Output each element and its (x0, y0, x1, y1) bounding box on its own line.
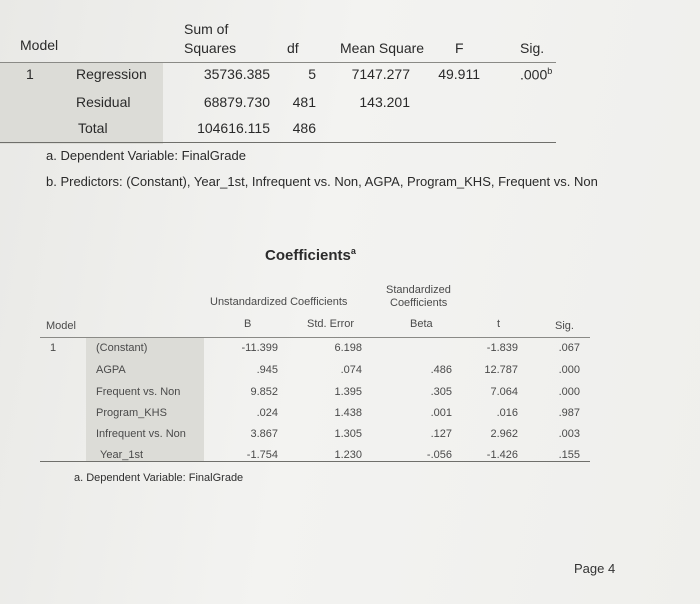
page-number: Page 4 (574, 561, 616, 576)
coef-cell-beta: .127 (430, 428, 452, 440)
coef-cell-sig: .003 (558, 428, 580, 440)
anova-bottom-rule (0, 142, 556, 143)
coef-cell-se: 1.230 (334, 449, 362, 461)
coef-cell-t: 7.064 (490, 386, 518, 398)
coef-cell-b: -11.399 (241, 342, 278, 354)
anova-header-f: F (455, 40, 464, 56)
coef-cell-t: -1.839 (486, 342, 518, 354)
coef-cell-sig: .000 (558, 386, 580, 398)
anova-header-ss-1: Sum of (184, 21, 229, 37)
coef-model-number: 1 (50, 342, 57, 354)
anova-header-mean-square: Mean Square (340, 40, 425, 56)
anova-header-rule (0, 62, 556, 63)
coef-cell-sig: .000 (558, 364, 580, 376)
coef-row-label: Infrequent vs. Non (96, 428, 186, 440)
coef-header-beta: Beta (410, 318, 433, 330)
coef-cell-t: -1.426 (486, 449, 518, 461)
coef-row-label: AGPA (96, 364, 126, 376)
anova-header-model: Model (20, 37, 59, 53)
coef-cell-beta: .001 (430, 407, 452, 419)
coef-cell-t: 12.787 (484, 364, 518, 376)
anova-cell-df: 486 (292, 120, 316, 136)
coef-header-b: B (244, 318, 252, 330)
coef-row-label: Program_KHS (96, 407, 167, 419)
coef-cell-sig: .067 (558, 342, 580, 354)
coefficients-title: Coefficients$^a$ (265, 246, 356, 264)
anova-model-number: 1 (26, 66, 34, 82)
coef-header-std-error: Std. Error (307, 318, 355, 330)
anova-cell-ms: 7147.277 (351, 66, 410, 82)
anova-row-label: Regression (76, 66, 147, 82)
anova-header-sig: Sig. (520, 40, 545, 56)
coef-cell-b: .024 (256, 407, 278, 419)
anova-note-a: a. Dependent Variable: FinalGrade (46, 148, 246, 163)
coefficients-label-shade (86, 338, 204, 462)
coef-cell-se: 1.438 (334, 407, 362, 419)
coef-row-label: (Constant) (96, 342, 148, 354)
coef-cell-sig: .987 (558, 407, 580, 419)
coef-cell-beta: .486 (430, 364, 452, 376)
coefficients-note: a. Dependent Variable: FinalGrade (74, 472, 244, 484)
coef-header-model: Model (46, 320, 76, 332)
coef-header-t: t (497, 318, 501, 330)
coef-cell-se: 1.395 (334, 386, 362, 398)
anova-cell-ss: 68879.730 (203, 94, 270, 110)
coef-cell-b: 9.852 (250, 386, 278, 398)
coef-row-label: Frequent vs. Non (96, 386, 181, 398)
anova-header-ss-2: Squares (184, 40, 237, 56)
coef-cell-b: -1.754 (246, 449, 278, 461)
coef-header-unstd: Unstandardized Coefficients (210, 296, 348, 308)
coef-cell-b: .945 (256, 364, 278, 376)
coef-cell-beta: .305 (430, 386, 452, 398)
coefficients-bottom-rule (40, 461, 590, 462)
anova-header-df: df (287, 40, 299, 56)
coef-cell-b: 3.867 (250, 428, 278, 440)
coef-cell-t: 2.962 (490, 428, 518, 440)
anova-cell-ss: 104616.115 (197, 120, 270, 136)
coef-cell-sig: .155 (558, 449, 580, 461)
coef-header-sig: Sig. (555, 320, 574, 332)
coefficients-header-rule (40, 337, 590, 338)
anova-cell-sig: .000$^b$ (520, 66, 553, 83)
anova-cell-df: 481 (292, 94, 316, 110)
anova-cell-df: 5 (308, 66, 316, 82)
coef-header-std-1: Standardized (386, 284, 451, 296)
anova-cell-ss: 35736.385 (203, 66, 270, 82)
coef-cell-beta: -.056 (426, 449, 452, 461)
anova-cell-ms: 143.201 (359, 94, 410, 110)
coef-header-std-2: Coefficients (390, 297, 448, 309)
coef-cell-se: 6.198 (334, 342, 362, 354)
coef-cell-t: .016 (496, 407, 518, 419)
anova-row-label: Total (78, 120, 108, 136)
anova-cell-f: 49.911 (438, 66, 480, 82)
coef-cell-se: .074 (340, 364, 362, 376)
anova-row-label: Residual (76, 94, 131, 110)
coef-cell-se: 1.305 (334, 428, 362, 440)
anova-note-b: b. Predictors: (Constant), Year_1st, Infrequent vs. Non, AGPA, Program_KHS, Frequent vs. Non (46, 174, 598, 189)
coef-row-label: Year_1st (100, 449, 144, 461)
